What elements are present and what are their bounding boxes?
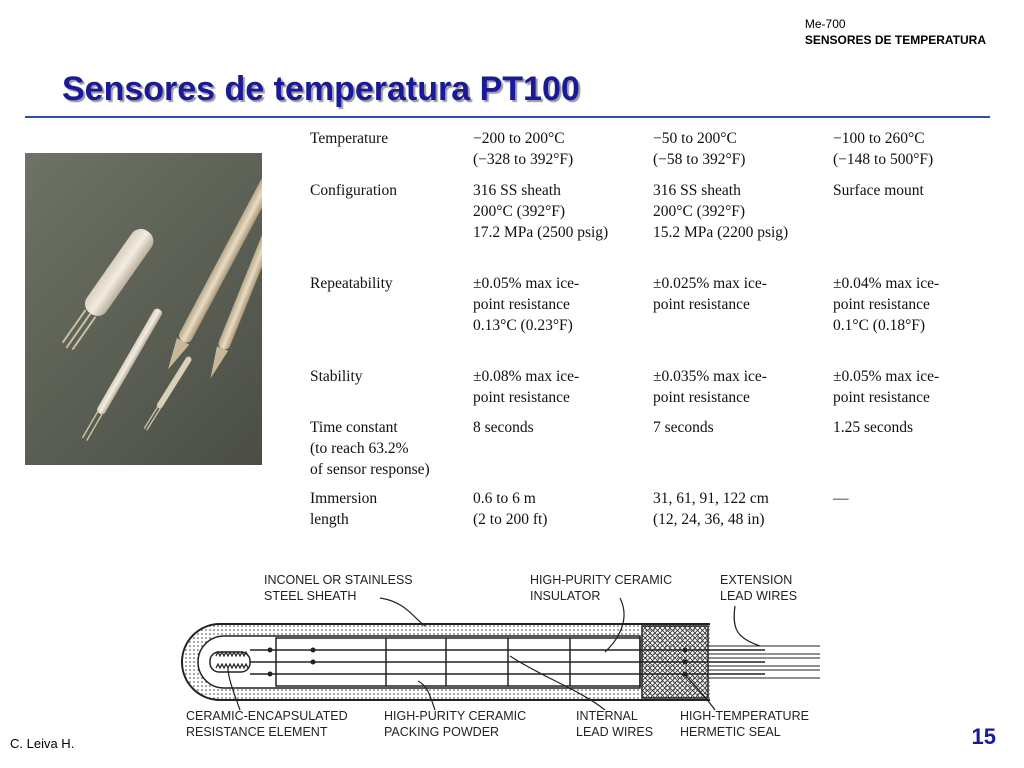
spec-value: 316 SS sheath 200°C (392°F) 15.2 MPa (2200 psig) bbox=[653, 182, 789, 241]
course-header bbox=[805, 16, 986, 48]
title-divider bbox=[25, 116, 990, 118]
label-resistance-element: CERAMIC-ENCAPSULATED RESISTANCE ELEMENT bbox=[186, 709, 348, 739]
label-internal-lead-wires: INTERNAL LEAD WIRES bbox=[576, 709, 654, 739]
spec-value: ±0.035% max ice- point resistance bbox=[653, 368, 767, 406]
label-extension-lead-wires: EXTENSION LEAD WIRES bbox=[720, 573, 798, 603]
spec-value: 1.25 seconds bbox=[833, 419, 914, 436]
label-sheath: INCONEL OR STAINLESS STEEL SHEATH bbox=[264, 573, 413, 603]
spec-label: Stability bbox=[310, 368, 363, 385]
spec-label: Temperature bbox=[310, 130, 389, 147]
sensor-cross-section-diagram bbox=[180, 568, 840, 743]
spec-label: Repeatability bbox=[310, 275, 393, 292]
pt100-probes-photo bbox=[25, 153, 262, 465]
spec-label: Time constant (to reach 63.2% of sensor response) bbox=[310, 419, 430, 478]
spec-value: ±0.04% max ice- point resistance 0.1°C (0.18°F) bbox=[833, 275, 940, 334]
page-number: 15 bbox=[971, 724, 996, 749]
spec-value: −200 to 200°C (−328 to 392°F) bbox=[473, 130, 574, 168]
spec-value: 316 SS sheath 200°C (392°F) 17.2 MPa (2500 psig) bbox=[473, 182, 609, 241]
spec-label: Immersion length bbox=[310, 490, 378, 528]
course-code: Me-700 bbox=[804, 17, 846, 31]
spec-value: 8 seconds bbox=[473, 419, 534, 436]
spec-value: 31, 61, 91, 122 cm (12, 24, 36, 48 in) bbox=[653, 490, 769, 528]
spec-value: −100 to 260°C (−148 to 500°F) bbox=[833, 130, 934, 168]
label-hermetic-seal: HIGH-TEMPERATURE HERMETIC SEAL bbox=[680, 709, 809, 739]
label-packing-powder: HIGH-PURITY CERAMIC PACKING POWDER bbox=[384, 709, 527, 739]
course-name: SENSORES DE TEMPERATURA bbox=[804, 33, 986, 47]
spec-value: ±0.025% max ice- point resistance bbox=[653, 275, 767, 313]
spec-value: −50 to 200°C (−58 to 392°F) bbox=[653, 130, 746, 168]
spec-value: 0.6 to 6 m (2 to 200 ft) bbox=[473, 490, 548, 528]
spec-value: ±0.05% max ice- point resistance bbox=[833, 368, 940, 406]
spec-value: ±0.05% max ice- point resistance 0.13°C (0.23°F) bbox=[473, 275, 580, 334]
label-insulator: HIGH-PURITY CERAMIC INSULATOR bbox=[530, 573, 673, 603]
spec-label: Configuration bbox=[310, 182, 397, 199]
author-footer: C. Leiva H. bbox=[10, 736, 75, 751]
spec-value: Surface mount bbox=[833, 182, 924, 199]
spec-value: — bbox=[833, 490, 849, 507]
slide-title: Sensores de temperatura PT100 bbox=[62, 70, 580, 108]
spec-value: ±0.08% max ice- point resistance bbox=[473, 368, 580, 406]
spec-value: 7 seconds bbox=[653, 419, 714, 436]
